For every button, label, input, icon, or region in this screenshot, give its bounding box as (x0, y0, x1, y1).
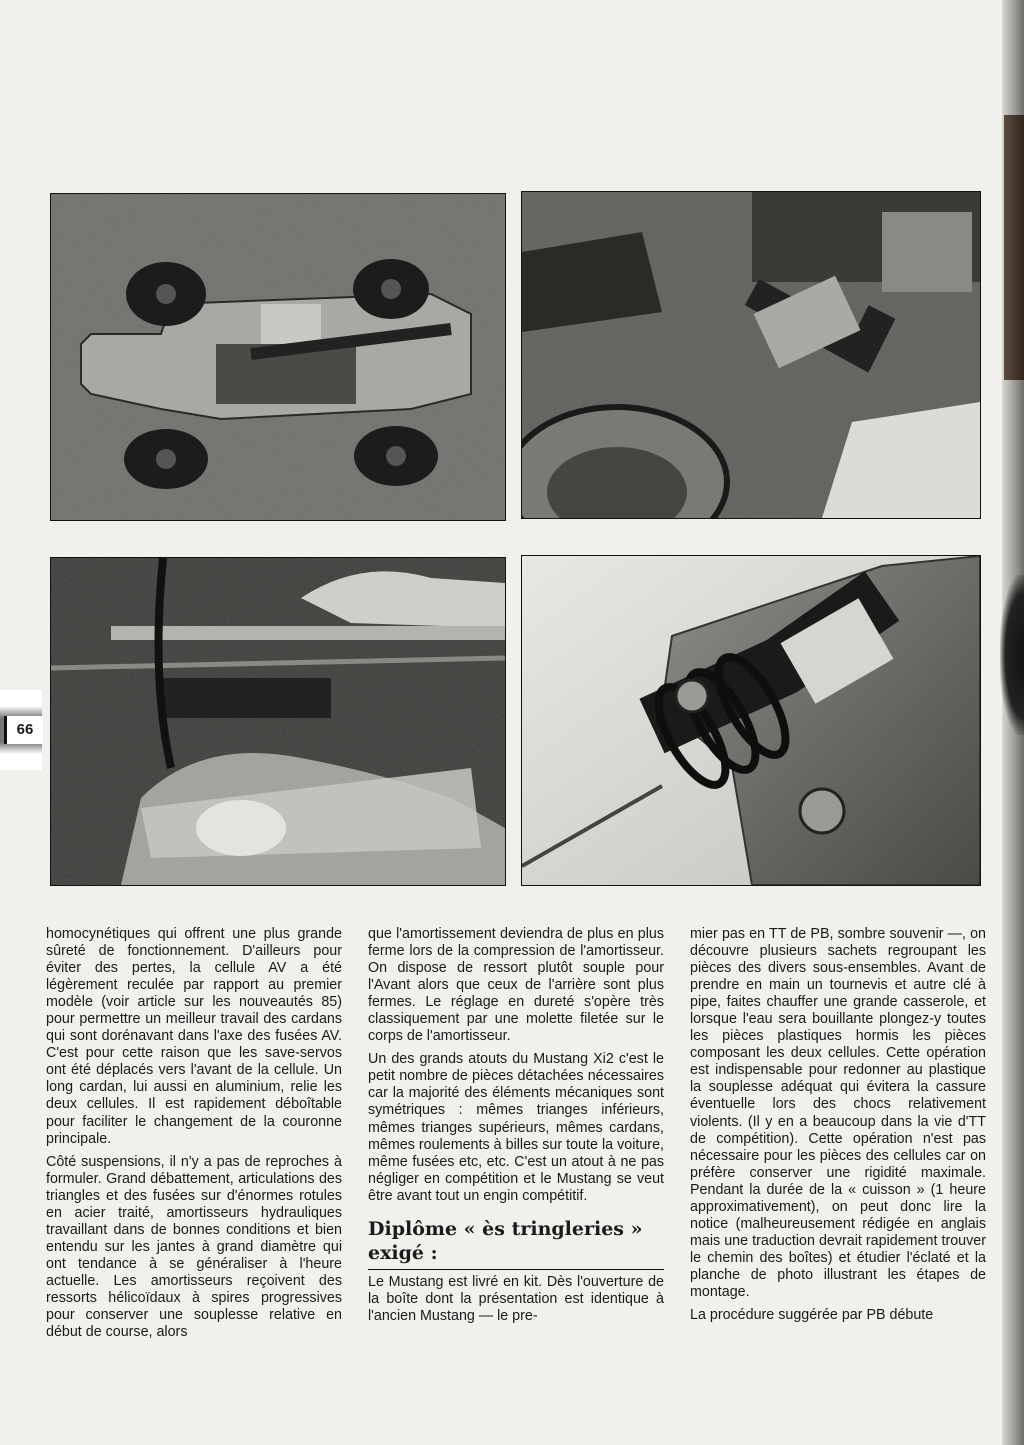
paragraph: mier pas en TT de PB, sombre souvenir —, on découvre plusieurs sachets regroupant les pièces des divers sous-ensembles. Avant de prendre en main un tournevis et autre clé à pipe, faites chauffer une grande casserole, et lorsque l'eau sera bouillante plongez-y toutes les pièces plastiques hormis les pièces composant les deux cellules. Cette opération est indispensable pour redonner au plastique la souplesse adéquat qui évitera la cassure éventuelle lors des chocs relativement violents. (Il y en a beaucoup dans la vie d'TT de compétition). Cette opération n'est pas nécessaire pour les pièces des cellules car on préfère conserver une rigidité maximale. Pendant la durée de la « cuisson » (1 heure approximativement), on peut donc lire la notice (malheureusement rédigée en anglais mais une traduction devrait rapidement trouver le chemin des boîtes) et étudier l'éclaté et la planche de photo illustrant les étapes de montage. (690, 926, 986, 1300)
paragraph: Un des grands atouts du Mustang Xi2 c'est le petit nombre de pièces détachées nécessaires car la majorité des éléments mécaniques sont symétriques : mêmes trianges inférieurs, mêmes trianges supérieurs, mêmes cardans, mêmes roulements à billes sur toute la voiture, même fusées etc, etc. C'est un atout à ne pas négliger en compétition et le Mustang se veut être avant tout un engin compétitif. (368, 1051, 664, 1204)
text-column-3 (690, 926, 986, 1324)
paragraph: La procédure suggérée par PB débute (690, 1307, 934, 1324)
adjacent-page-shadow (1000, 575, 1024, 735)
paragraph: Le Mustang est livré en kit. Dès l'ouverture de la boîte dont la présentation est identique à l'ancien Mustang — le pre- (368, 1273, 664, 1324)
page-number: 66 (4, 716, 43, 744)
front-suspension-tire-photo (521, 191, 981, 519)
show-through-watermark (40, 100, 400, 190)
shock-absorber-spring-photo (521, 555, 981, 886)
section-heading: Diplôme « ès tringleries » exigé : (368, 1217, 664, 1270)
linkage-servo-icon (51, 558, 505, 885)
chassis-linkage-servo-photo (50, 557, 506, 886)
rc-buggy-chassis-icon (51, 194, 505, 520)
text-column-2 (368, 926, 664, 1325)
paragraph: que l'amortissement deviendra de plus en plus ferme lors de la compression de l'amortisseur. On dispose de ressort plutôt souple pour l'Avant alors que ceux de l'arrière sont plus fermes. Le réglage en dureté s'opère très classiquement par une molette filetée sur le corps de l'amortisseur. (368, 926, 664, 1045)
shock-absorber-icon (522, 556, 980, 885)
paragraph: Côté suspensions, il n'y a pas de reproches à formuler. Grand débattement, articulations des triangles et des fusées sur d'énormes rotules en acier traité, amortisseurs hydrauliques travaillant dans de bonnes conditions et bien entendu sur les jantes à grand diamètre qui ont tendance à se généraliser à l'heure actuelle. Les amortisseurs reçoivent des ressorts hélicoïdaux à spires progressives pour conserver une souplesse relative en début de course, alors (46, 1153, 342, 1341)
rc-buggy-chassis-top-view-photo (50, 193, 506, 521)
text-column-1 (46, 926, 342, 1341)
adjacent-page-edge (1004, 115, 1024, 380)
paragraph: homocynétiques qui offrent une plus grande sûreté de fonctionnement. D'ailleurs pour éviter des pertes, la cellule AV a été légèrement reculée par rapport au premier modèle (voir article sur les nouveautés 85) pour permettre un meilleur travail des cardans qui sont dorénavant dans l'axe des fusées AV. C'est pour cette raison que les save-servos ont été déplacés vers l'avant de la cellule. Un long cardan, lui aussi en aluminium, relie les deux cellules. Il est rapidement déboîtable pour faciliter le changement de la couronne principale. (46, 926, 342, 1147)
suspension-tire-icon (522, 192, 980, 518)
